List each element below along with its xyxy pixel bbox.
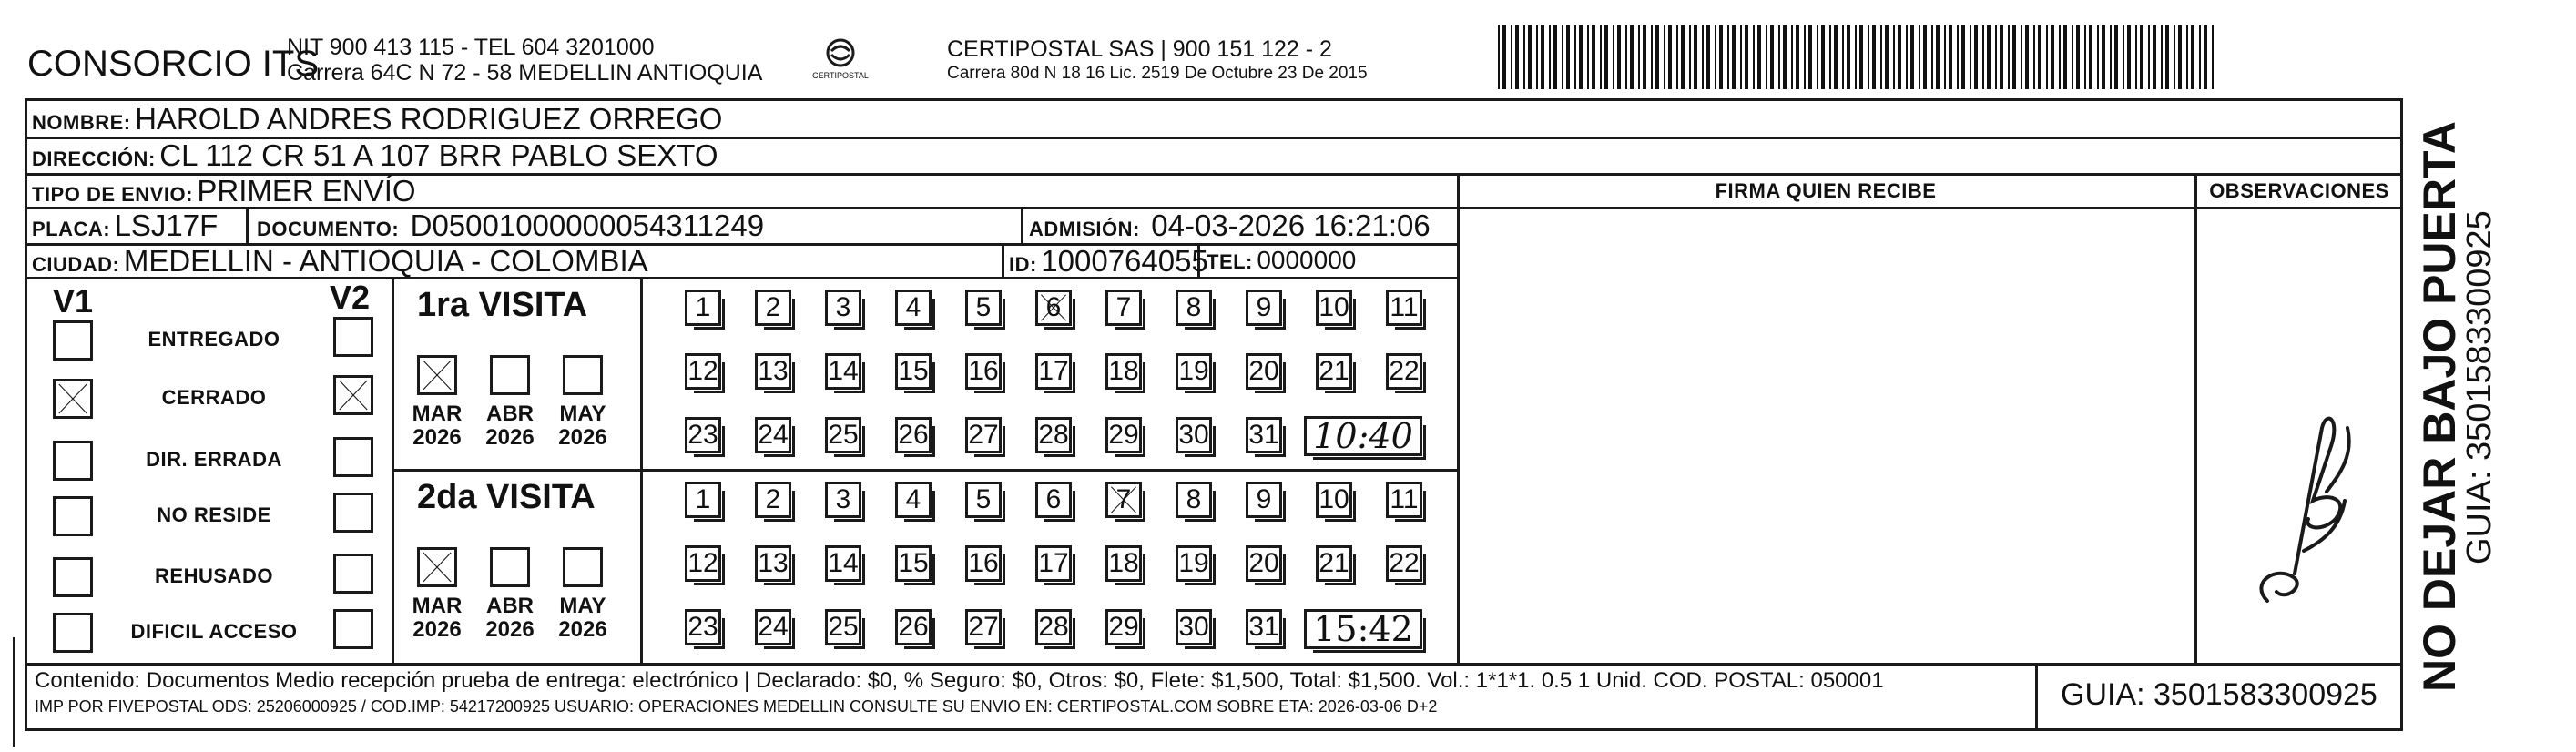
day-number: 28 xyxy=(1038,612,1069,642)
tipo-label: TIPO DE ENVIO: xyxy=(32,183,193,206)
admision-row xyxy=(1029,208,1431,243)
day-box[interactable] xyxy=(685,545,721,582)
day-box[interactable] xyxy=(1246,290,1282,326)
ciudad-row xyxy=(32,244,648,279)
visit1-time xyxy=(1304,416,1422,456)
nit-line: NIT 900 413 115 - TEL 604 3201000 xyxy=(287,35,655,60)
day-box[interactable] xyxy=(825,290,861,326)
direccion-row xyxy=(32,138,718,173)
status-v2-checkbox[interactable] xyxy=(333,317,373,357)
day-number: 6 xyxy=(1045,292,1062,322)
certipostal-logo-icon xyxy=(809,35,872,89)
month-year: 2026 xyxy=(558,425,607,450)
day-number: 22 xyxy=(1389,356,1420,386)
status-label: DIR. ERRADA xyxy=(146,448,282,471)
day-number: 30 xyxy=(1178,612,1209,642)
company-address: Carrera 64C N 72 - 58 MEDELLIN ANTIOQUIA xyxy=(287,60,763,86)
x-mark-icon xyxy=(420,550,454,584)
logo-text: CERTIPOSTAL xyxy=(812,71,869,80)
company-name: CONSORCIO ITS xyxy=(27,44,320,84)
visit2-time xyxy=(1304,609,1422,649)
day-box[interactable] xyxy=(895,417,932,453)
day-box[interactable] xyxy=(1105,545,1142,582)
day-box[interactable] xyxy=(685,609,721,645)
day-box[interactable] xyxy=(1176,482,1212,518)
day-box[interactable] xyxy=(755,290,791,326)
day-number: 16 xyxy=(968,356,999,386)
day-box[interactable] xyxy=(1035,609,1072,645)
day-box[interactable] xyxy=(1246,609,1282,645)
status-label: DIFICIL ACCESO xyxy=(130,620,298,643)
day-box[interactable] xyxy=(965,353,1002,390)
admision-label: ADMISIÓN: xyxy=(1029,218,1140,240)
day-box[interactable] xyxy=(965,609,1002,645)
placa-label: PLACA: xyxy=(32,218,111,240)
day-number: 18 xyxy=(1108,548,1139,578)
month-label xyxy=(483,594,537,642)
day-number: 31 xyxy=(1248,612,1279,642)
status-v2-checkbox[interactable] xyxy=(333,609,373,649)
day-number: 17 xyxy=(1038,356,1069,386)
day-box[interactable] xyxy=(1246,353,1282,390)
month-year: 2026 xyxy=(412,617,462,642)
day-box[interactable] xyxy=(965,290,1002,326)
day-box[interactable] xyxy=(685,482,721,518)
day-number: 15 xyxy=(898,548,929,578)
status-v1-checkbox[interactable] xyxy=(53,557,93,597)
footer-guia: GUIA: 3501583300925 xyxy=(2061,677,2377,712)
month-checkbox[interactable] xyxy=(417,355,457,395)
day-number: 5 xyxy=(975,292,992,322)
day-box[interactable] xyxy=(825,417,861,453)
month-name: ABR xyxy=(486,401,534,426)
day-number: 28 xyxy=(1038,420,1069,450)
v2-label: V2 xyxy=(330,279,371,316)
day-box[interactable] xyxy=(1176,353,1212,390)
day-box[interactable] xyxy=(895,545,932,582)
day-number: 2 xyxy=(765,484,781,514)
direccion-value: CL 112 CR 51 A 107 BRR PABLO SEXTO xyxy=(159,138,718,172)
day-box[interactable] xyxy=(825,609,861,645)
id-label: ID: xyxy=(1009,253,1037,276)
day-box[interactable] xyxy=(1316,482,1352,518)
certipostal-line: CERTIPOSTAL SAS | 900 151 122 - 2 xyxy=(947,36,1332,62)
status-v1-checkbox[interactable] xyxy=(53,613,93,653)
day-box[interactable] xyxy=(1386,482,1422,518)
footer-content: Contenido: Documentos Medio recepción prueba de entrega: electrónico | Declarado: $0, % Seguro: $0, Otros: $0, Flete: $1,500, Total: $1,500. Vol.: 1*1*1. 0.5 1 Unid. COD. POSTAL: 050001 xyxy=(35,668,1884,693)
day-number: 3 xyxy=(835,292,851,322)
day-number: 4 xyxy=(905,484,921,514)
day-number: 8 xyxy=(1186,484,1202,514)
day-box[interactable] xyxy=(825,482,861,518)
day-box[interactable] xyxy=(755,545,791,582)
day-box[interactable] xyxy=(1316,290,1352,326)
day-box[interactable] xyxy=(1176,545,1212,582)
day-number: 1 xyxy=(695,484,711,514)
month-year: 2026 xyxy=(558,617,607,642)
month-label xyxy=(410,402,464,450)
side-warning: NO DEJAR BAJO PUERTA xyxy=(2414,121,2465,692)
nombre-label: NOMBRE: xyxy=(32,111,131,134)
signature xyxy=(2240,391,2367,619)
documento-row xyxy=(257,208,764,243)
x-mark-icon xyxy=(56,381,90,416)
month-name: MAR xyxy=(412,594,463,618)
tel-row xyxy=(1207,246,1356,275)
day-box[interactable] xyxy=(685,353,721,390)
day-box[interactable] xyxy=(895,353,932,390)
day-number: 23 xyxy=(687,612,718,642)
status-label: ENTREGADO xyxy=(148,328,280,351)
month-checkbox[interactable] xyxy=(563,547,603,587)
day-number: 13 xyxy=(758,548,789,578)
day-number: 19 xyxy=(1178,356,1209,386)
day-number: 10 xyxy=(1319,484,1349,514)
day-number: 30 xyxy=(1178,420,1209,450)
documento-value: D05001000000054311249 xyxy=(410,208,765,242)
day-box[interactable] xyxy=(1105,290,1142,326)
ciudad-value: MEDELLIN - ANTIOQUIA - COLOMBIA xyxy=(123,244,648,278)
day-number: 20 xyxy=(1248,356,1279,386)
day-number: 31 xyxy=(1248,420,1279,450)
day-box[interactable] xyxy=(965,417,1002,453)
x-mark-icon xyxy=(1108,484,1139,515)
day-box[interactable] xyxy=(1386,353,1422,390)
visit1-title: 1ra VISITA xyxy=(417,286,588,324)
day-box[interactable] xyxy=(895,609,932,645)
day-box[interactable] xyxy=(965,482,1002,518)
day-box[interactable] xyxy=(755,417,791,453)
placa-value: LSJ17F xyxy=(114,208,219,242)
month-name: MAY xyxy=(559,594,606,618)
x-mark-icon xyxy=(420,358,454,392)
day-box[interactable] xyxy=(755,482,791,518)
day-number: 6 xyxy=(1045,484,1062,514)
day-box[interactable] xyxy=(755,609,791,645)
direccion-label: DIRECCIÓN: xyxy=(32,147,156,170)
month-name: ABR xyxy=(486,594,534,618)
day-number: 3 xyxy=(835,484,851,514)
tipo-value: PRIMER ENVÍO xyxy=(197,174,416,208)
day-number: 24 xyxy=(758,420,789,450)
day-box[interactable] xyxy=(1176,609,1212,645)
day-box[interactable] xyxy=(1176,290,1212,326)
certipostal-logo xyxy=(809,35,872,89)
day-number: 7 xyxy=(1115,484,1132,514)
status-v2-checkbox[interactable] xyxy=(333,437,373,477)
nombre-value: HAROLD ANDRES RODRIGUEZ ORREGO xyxy=(135,102,723,136)
observaciones-header: OBSERVACIONES xyxy=(2209,179,2389,202)
day-number: 21 xyxy=(1319,548,1349,578)
status-v1-checkbox[interactable] xyxy=(53,441,93,481)
status-label: REHUSADO xyxy=(155,564,273,587)
status-v2-checkbox[interactable] xyxy=(333,375,373,415)
visit2-time-value: 15:42 xyxy=(1313,609,1413,649)
day-number: 16 xyxy=(968,548,999,578)
month-year: 2026 xyxy=(485,425,535,450)
day-box[interactable] xyxy=(1246,482,1282,518)
day-box[interactable] xyxy=(825,545,861,582)
day-box[interactable] xyxy=(1105,482,1142,518)
month-label xyxy=(555,594,610,642)
day-box[interactable] xyxy=(1246,545,1282,582)
month-label xyxy=(410,594,464,642)
day-box[interactable] xyxy=(1316,545,1352,582)
v1-label: V1 xyxy=(53,282,94,320)
day-number: 9 xyxy=(1256,484,1272,514)
day-box[interactable] xyxy=(755,353,791,390)
day-box[interactable] xyxy=(1035,545,1072,582)
day-box[interactable] xyxy=(895,482,932,518)
month-label xyxy=(483,402,537,450)
status-v2-checkbox[interactable] xyxy=(333,554,373,594)
day-box[interactable] xyxy=(825,353,861,390)
ciudad-label: CIUDAD: xyxy=(32,253,120,276)
day-number: 18 xyxy=(1108,356,1139,386)
month-name: MAR xyxy=(412,401,463,426)
day-box[interactable] xyxy=(1035,290,1072,326)
day-number: 25 xyxy=(828,420,859,450)
day-box[interactable] xyxy=(1035,353,1072,390)
day-number: 17 xyxy=(1038,548,1069,578)
id-row xyxy=(1009,244,1208,279)
tipo-row xyxy=(32,174,416,208)
tel-value: 0000000 xyxy=(1257,246,1357,274)
status-v2-checkbox[interactable] xyxy=(333,493,373,533)
month-checkbox[interactable] xyxy=(417,547,457,587)
day-number: 10 xyxy=(1319,292,1349,322)
day-number: 27 xyxy=(968,612,999,642)
day-number: 26 xyxy=(898,612,929,642)
status-v1-checkbox[interactable] xyxy=(53,320,93,361)
status-label: CERRADO xyxy=(161,386,267,409)
day-number: 14 xyxy=(828,356,859,386)
month-label xyxy=(555,402,610,450)
day-number: 14 xyxy=(828,548,859,578)
day-number: 22 xyxy=(1389,548,1420,578)
day-number: 11 xyxy=(1390,484,1419,514)
month-year: 2026 xyxy=(485,617,535,642)
side-guia: GUIA: 3501583300925 xyxy=(2460,210,2499,564)
month-checkbox[interactable] xyxy=(490,355,530,395)
day-number: 13 xyxy=(758,356,789,386)
day-number: 19 xyxy=(1178,548,1209,578)
day-number: 5 xyxy=(975,484,992,514)
day-box[interactable] xyxy=(1105,609,1142,645)
day-number: 24 xyxy=(758,612,789,642)
month-name: MAY xyxy=(559,401,606,426)
tel-label: TEL: xyxy=(1207,250,1253,273)
day-number: 26 xyxy=(898,420,929,450)
day-number: 25 xyxy=(828,612,859,642)
day-box[interactable] xyxy=(1035,482,1072,518)
placa-row xyxy=(32,208,218,243)
day-box[interactable] xyxy=(1316,353,1352,390)
day-number: 7 xyxy=(1115,292,1132,322)
day-number: 1 xyxy=(695,292,711,322)
day-number: 8 xyxy=(1186,292,1202,322)
day-number: 23 xyxy=(687,420,718,450)
certipostal-address: Carrera 80d N 18 16 Lic. 2519 De Octubre 23 De 2015 xyxy=(947,64,1368,83)
day-number: 2 xyxy=(765,292,781,322)
visit2-title: 2da VISITA xyxy=(417,478,596,516)
status-label: NO RESIDE xyxy=(157,503,271,526)
day-number: 29 xyxy=(1108,612,1139,642)
day-number: 29 xyxy=(1108,420,1139,450)
day-number: 20 xyxy=(1248,548,1279,578)
day-number: 27 xyxy=(968,420,999,450)
day-box[interactable] xyxy=(685,417,721,453)
day-box[interactable] xyxy=(895,290,932,326)
day-box[interactable] xyxy=(965,545,1002,582)
barcode xyxy=(1498,25,2217,89)
documento-label: DOCUMENTO: xyxy=(257,218,400,240)
day-box[interactable] xyxy=(1386,290,1422,326)
day-number: 12 xyxy=(687,356,718,386)
day-box[interactable] xyxy=(1105,417,1142,453)
visit1-time-value: 10:40 xyxy=(1313,416,1413,456)
x-mark-icon xyxy=(1038,292,1069,323)
status-v1-checkbox[interactable] xyxy=(53,379,93,419)
day-box[interactable] xyxy=(1386,545,1422,582)
month-checkbox[interactable] xyxy=(490,547,530,587)
status-v1-checkbox[interactable] xyxy=(53,496,93,536)
day-number: 15 xyxy=(898,356,929,386)
day-box[interactable] xyxy=(1105,353,1142,390)
month-checkbox[interactable] xyxy=(563,355,603,395)
id-value: 1000764055 xyxy=(1041,244,1208,278)
x-mark-icon xyxy=(336,378,371,412)
day-box[interactable] xyxy=(1035,417,1072,453)
day-number: 9 xyxy=(1256,292,1272,322)
month-year: 2026 xyxy=(412,425,462,450)
day-number: 4 xyxy=(905,292,921,322)
nombre-row xyxy=(32,102,722,137)
day-box[interactable] xyxy=(1176,417,1212,453)
day-number: 12 xyxy=(687,548,718,578)
day-number: 21 xyxy=(1319,356,1349,386)
admision-value: 04-03-2026 16:21:06 xyxy=(1151,208,1431,242)
day-box[interactable] xyxy=(1246,417,1282,453)
day-box[interactable] xyxy=(685,290,721,326)
day-number: 11 xyxy=(1390,292,1419,322)
footer-imp: IMP POR FIVEPOSTAL ODS: 25206000925 / COD.IMP: 54217200925 USUARIO: OPERACIONES MEDELLIN CONSULTE SU ENVIO EN: CERTIPOSTAL.COM SOBRE ETA: 2026-03-06 D+2 xyxy=(35,697,1438,716)
firma-header: FIRMA QUIEN RECIBE xyxy=(1715,179,1937,202)
